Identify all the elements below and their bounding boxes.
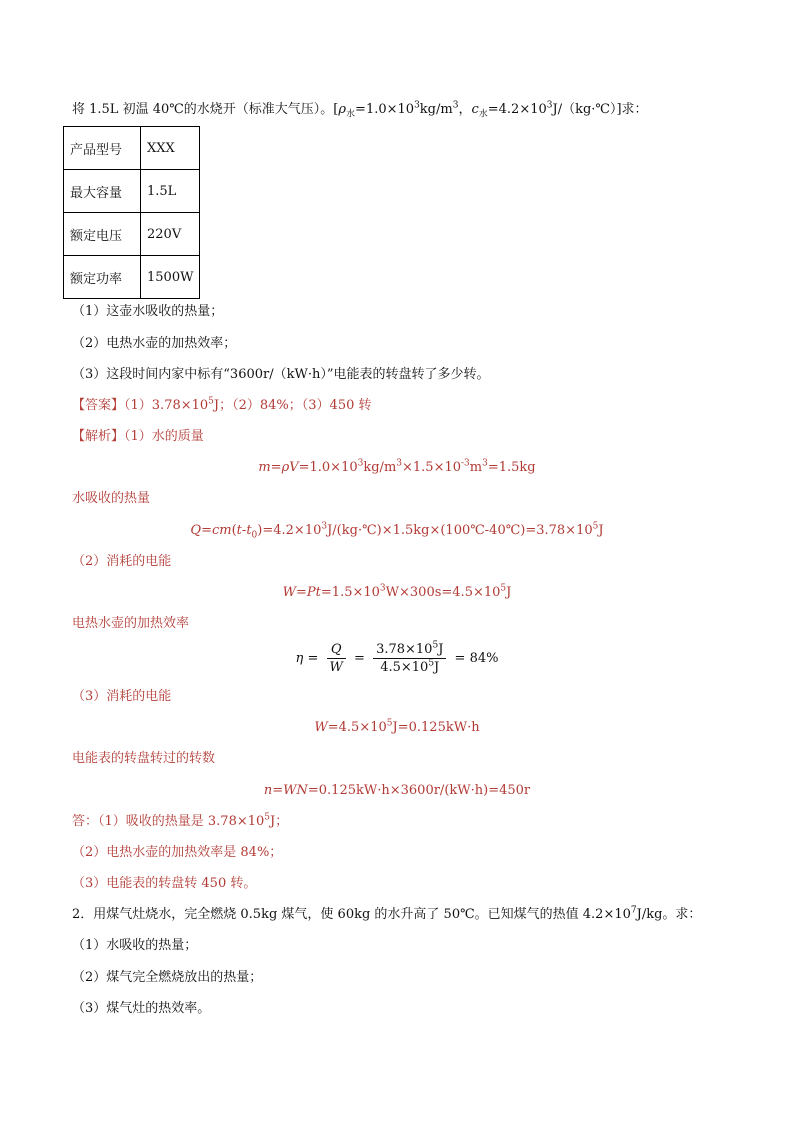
equation-energy [0,585,794,601]
rho-symbol: ρ [338,102,347,117]
intro-text-c: kg/m [419,102,453,117]
table-value: 1500W [141,256,200,299]
eq6-c: WN [283,783,308,798]
answer-part-2: J；（2）84%；（3）450 转 [213,398,372,413]
analysis-line-5: （3）消耗的电能 [72,689,172,704]
analysis-line-1 [72,429,204,445]
eq2-f: - [241,523,247,538]
question-1: （1）这壶水吸收的热量； [72,304,224,319]
conclusion-1a: 答：（1）吸收的热量是 3.78×10 [72,814,265,829]
eq3-d-sup: 3 [379,583,386,594]
table-value: 220V [141,213,200,256]
table-row [64,127,200,170]
intro-text-e: =4.2×10 [487,102,547,117]
eq1-rhov: ρV [281,460,299,475]
eq2-h: )=4.2×10 [257,523,322,538]
frac2-den-a: 4.5×10 [380,660,429,675]
fraction-values [373,642,446,675]
eq2-c: cm [211,523,232,538]
eq1-d: m [469,460,483,475]
conclusion-1-sup: 5 [264,812,271,823]
eq3-a: W [282,585,297,600]
eq3-e: W×300s=4.5×10 [385,585,501,600]
eq2-h-sup: 3 [321,521,328,532]
conclusion-line-2: （2）电热水壶的加热效率是 84%； [72,845,283,860]
eq3-d: =1.5×10 [320,585,380,600]
eq6-b: = [272,783,284,798]
intro-text-f: J/（kg·℃）]求： [552,102,648,117]
eq2-j: J [598,523,604,538]
eq5-a: W [314,720,328,735]
table-key: 最大容量 [64,170,141,213]
analysis-line-3: （2）消耗的电能 [72,554,172,569]
eq6-d: =0.125kW·h×3600r/(kW·h)=450r [307,783,531,798]
frac2-den-b: J [434,660,440,675]
frac1-numerator: Q [327,642,346,659]
eq1-e: =1.5kg [487,460,536,475]
answer-tag: 【答案】 [72,398,125,413]
eq5-b: =4.5×10 [327,720,387,735]
table-key: 额定功率 [64,256,141,299]
analysis-tag: 【解析】 [72,429,125,444]
eq1-eq: = [270,460,282,475]
eq2-g: t [246,523,252,538]
problem1-intro [72,102,648,118]
eq1-lhs: m [258,460,271,475]
rho-subscript: 水 [346,109,356,120]
equation-mass [0,460,794,476]
problem2-stem [72,907,701,923]
eq3-b: = [296,585,307,600]
analysis-text-1: （1）水的质量 [124,429,204,444]
c-symbol: c [471,102,479,117]
eq1-b: kg/m [363,460,397,475]
fraction-q-over-w [327,642,346,675]
eq3-f: J [506,585,512,600]
frac2-denominator [373,659,446,675]
frac2-den-sup: 5 [428,658,435,669]
problem2-stem-sup: 7 [630,905,637,916]
question-3: （3）这段时间内家中标有“3600r/（kW·h）”电能表的转盘转了多少转。 [72,367,490,382]
eq1-c-sup: -3 [461,458,470,469]
eq3-e-sup: 5 [500,583,507,594]
frac2-num-b: J [438,642,444,657]
intro-sup-b: 3 [414,100,420,111]
eq4-equals: = [307,651,319,666]
answer-part-1: （1）3.78×10 [124,398,209,413]
frac2-num-a: 3.78×10 [376,642,433,657]
eq5-b-sup: 5 [386,718,393,729]
eq2-g-sub: 0 [251,530,258,541]
eq2-i: J/(kg·℃)×1.5kg×(100℃-40℃)=3.78×10 [327,523,593,538]
eq2-b: = [201,523,212,538]
eq1-b-sup: 3 [396,458,402,469]
eq1-a-sup: 3 [357,458,364,469]
eq2-d: ( [231,523,237,538]
question-2: （2）电热水壶的加热效率； [72,336,237,351]
eq2-i-sup: 5 [592,521,599,532]
problem2-stem-b: J/kg。求： [636,907,702,922]
problem2-question-1: （1）水吸收的热量； [72,938,198,953]
problem2-question-2: （2）煤气完全燃烧放出的热量； [72,970,263,985]
eq1-c: ×1.5×10 [402,460,462,475]
equation-heat [0,523,794,539]
eq2-e: t [236,523,242,538]
eq1-a: =1.0×10 [298,460,358,475]
eq3-c: Pt [306,585,321,600]
analysis-line-4: 电热水壶的加热效率 [72,616,190,631]
intro-text-d: ， [458,102,472,117]
table-key: 产品型号 [64,127,141,170]
eq1-d-sup: 3 [482,458,488,469]
answer-sup: 5 [208,396,214,407]
equation-energy-kwh [0,720,794,736]
intro-text-a: 将 1.5L 初温 40℃的水烧开（标准大气压）。[ [72,102,339,117]
eq2-a: Q [190,523,202,538]
equation-revolutions [0,783,794,799]
table-value: XXX [141,127,200,170]
eq5-c: J=0.125kW·h [392,720,480,735]
table-row [64,170,200,213]
conclusion-line-1 [72,814,288,830]
intro-sup-e: 3 [546,100,553,111]
table-row [64,213,200,256]
conclusion-1b: J； [270,814,289,829]
intro-text-b: =1.0×10 [355,102,415,117]
eq6-a: n [263,783,273,798]
frac2-num-sup: 5 [432,640,439,651]
problem2-stem-a: 2．用煤气灶烧水，完全燃烧 0.5kg 煤气，使 60kg 的水升高了 50℃。已知煤气的热值 4.2×10 [72,907,631,922]
c-subscript: 水 [478,109,488,120]
intro-sup-c: 3 [452,100,459,111]
table-key: 额定电压 [64,213,141,256]
table-row [64,256,200,299]
spec-table [63,126,200,299]
table-value: 1.5L [141,170,200,213]
problem2-question-3: （3）煤气灶的热效率。 [72,1001,211,1016]
answer-line [72,398,372,414]
frac2-numerator [373,642,446,659]
conclusion-line-3: （3）电能表的转盘转 450 转。 [72,876,257,891]
frac1-denominator: W [329,660,343,675]
equation-efficiency [0,642,794,675]
analysis-line-2: 水吸收的热量 [72,491,151,506]
eq4-eta: η [295,651,304,666]
eq4-result: = 84% [454,651,499,666]
eq4-equals-2: = [354,651,365,666]
analysis-line-6: 电能表的转盘转过的转数 [72,751,216,766]
